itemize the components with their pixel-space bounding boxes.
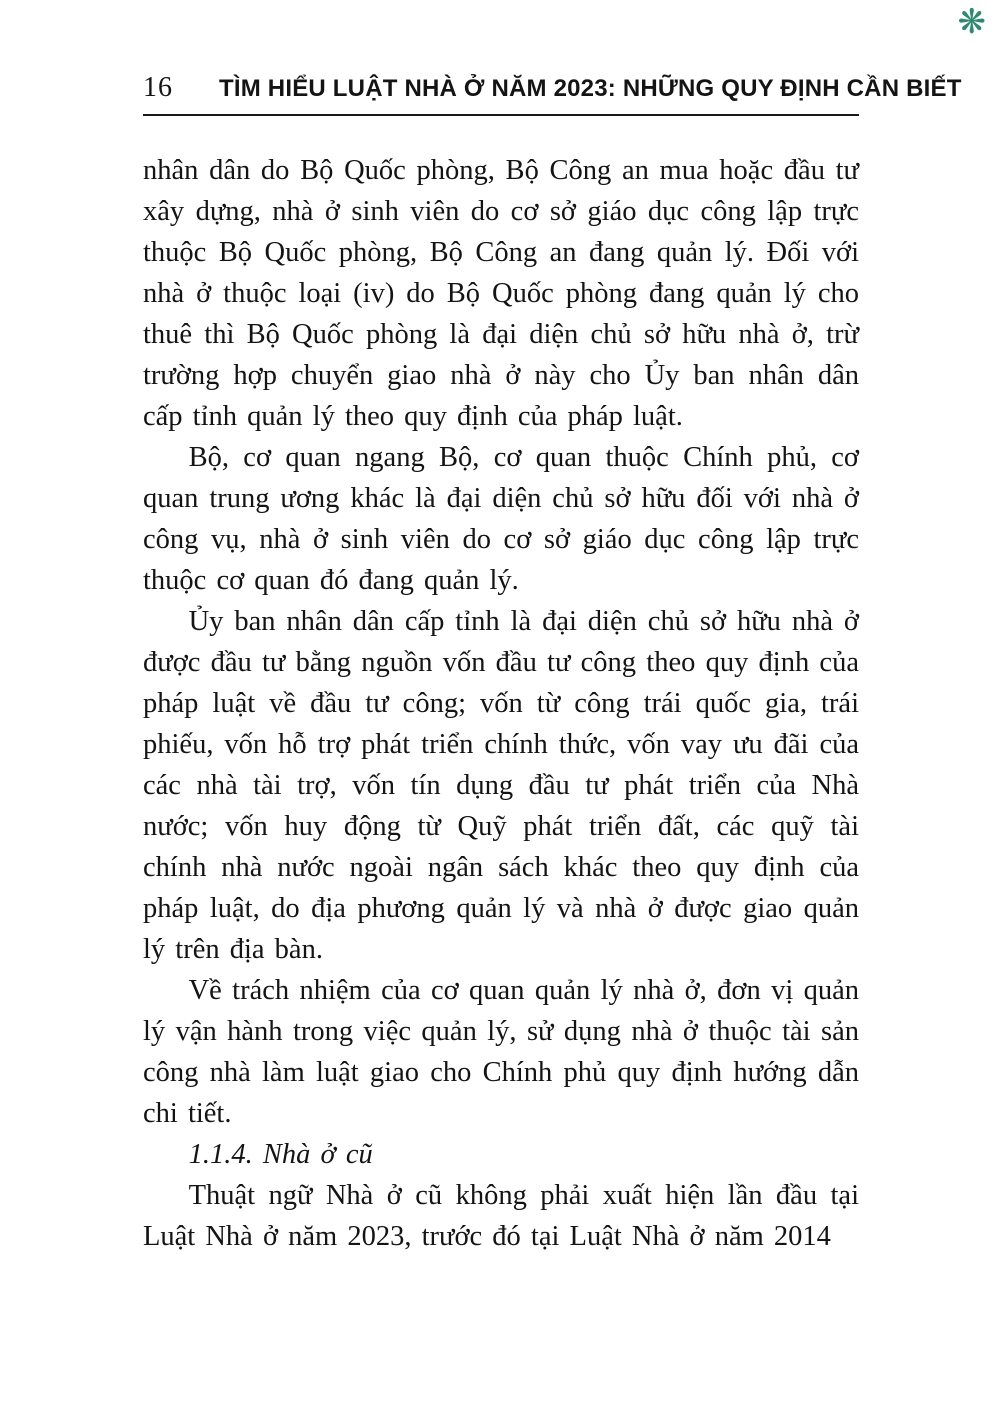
page-content xyxy=(143,72,962,1257)
paragraph: Bộ, cơ quan ngang Bộ, cơ quan thuộc Chính phủ, cơ quan trung ương khác là đại diện chủ sở hữu đối với nhà ở công vụ, nhà ở sinh viên do cơ sở giáo dục công lập trực thuộc cơ quan đó đang quản lý. xyxy=(143,442,859,596)
flower-icon: ❋ xyxy=(957,4,986,41)
running-header xyxy=(143,72,962,116)
paragraph: Thuật ngữ Nhà ở cũ không phải xuất hiện lần đầu tại Luật Nhà ở năm 2023, trước đó tại Luật Nhà ở năm 2014 xyxy=(143,1180,859,1252)
paragraph: Ủy ban nhân dân cấp tỉnh là đại diện chủ sở hữu nhà ở được đầu tư bằng nguồn vốn đầu tư công theo quy định của pháp luật về đầu tư công; vốn từ công trái quốc gia, trái phiếu, vốn hỗ trợ phát triển chính thức, vốn vay ưu đãi của các nhà tài trợ, vốn tín dụng đầu tư phát triển của Nhà nước; vốn huy động từ Quỹ phát triển đất, các quỹ tài chính nhà nước ngoài ngân sách khác theo quy định của pháp luật, do địa phương quản lý và nhà ở được giao quản lý trên địa bàn. xyxy=(143,606,859,965)
page-number: 16 xyxy=(143,72,173,103)
running-header-title: TÌM HIỂU LUẬT NHÀ Ở NĂM 2023: NHỮNG QUY ĐỊNH CẦN BIẾT xyxy=(219,75,962,102)
paragraph: nhân dân do Bộ Quốc phòng, Bộ Công an mua hoặc đầu tư xây dựng, nhà ở sinh viên do cơ sở giáo dục công lập trực thuộc Bộ Quốc phòng, Bộ Công an đang quản lý. Đối với nhà ở thuộc loại (iv) do Bộ Quốc phòng đang quản lý cho thuê thì Bộ Quốc phòng là đại diện chủ sở hữu nhà ở, trừ trường hợp chuyển giao nhà ở này cho Ủy ban nhân dân cấp tỉnh quản lý theo quy định của pháp luật. xyxy=(143,155,859,432)
body-text xyxy=(143,150,859,1257)
section-heading: 1.1.4. Nhà ở cũ xyxy=(188,1139,373,1170)
paragraph: Về trách nhiệm của cơ quan quản lý nhà ở, đơn vị quản lý vận hành trong việc quản lý, sử dụng nhà ở thuộc tài sản công nhà làm luật giao cho Chính phủ quy định hướng dẫn chi tiết. xyxy=(143,975,859,1129)
